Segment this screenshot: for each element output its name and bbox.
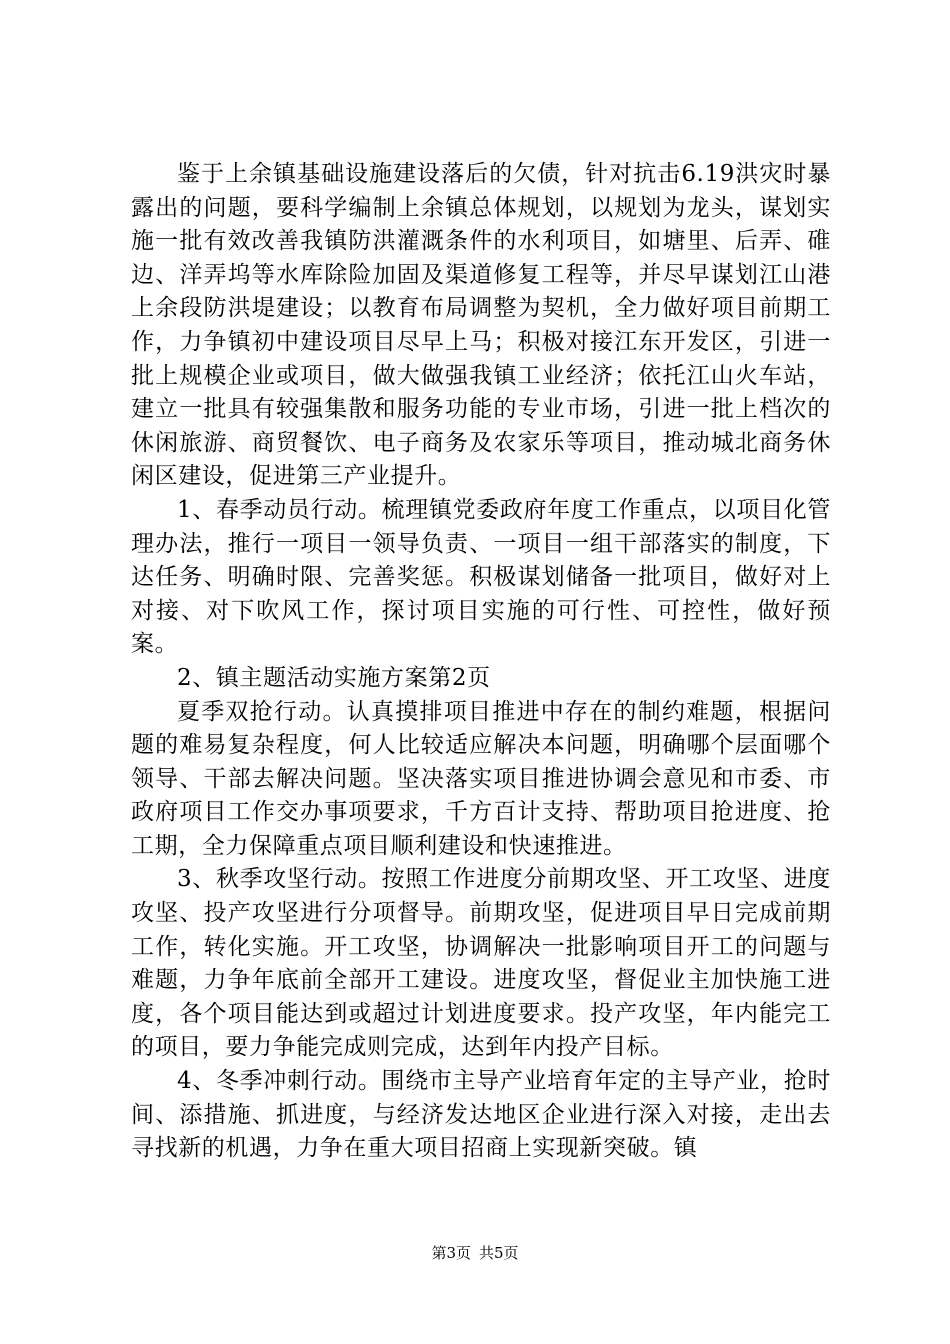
paragraph-winter-action: 4、冬季冲刺行动。围绕市主导产业培育年定的主导产业，抢时间、添措施、抓进度，与经济发达地区企业进行深入对接，走出去寻找新的机遇，力争在重大项目招商上实现新突破。镇 xyxy=(131,1068,831,1162)
paragraph-section-heading: 2、镇主题活动实施方案第2页 xyxy=(177,664,491,691)
page-total: 共5页 xyxy=(479,1244,519,1262)
document-body xyxy=(131,158,831,1166)
paragraph-autumn-action: 3、秋季攻坚行动。按照工作进度分前期攻坚、开工攻坚、进度攻坚、投产攻坚进行分项督导。前期攻坚，促进项目早日完成前期工作，转化实施。开工攻坚，协调解决一批影响项目开工的问题与难题，力争年底前全部开工建设。进度攻坚，督促业主加快施工进度，各个项目能达到或超过计划进度要求。投产攻坚，年内能完工的项目，要力争能完成则完成，达到年内投产目标。 xyxy=(131,866,831,1061)
page-footer xyxy=(0,1243,950,1263)
page-number: 第3页 xyxy=(431,1244,471,1262)
paragraph-summer-action: 夏季双抢行动。认真摸排项目推进中存在的制约难题，根据问题的难易复杂程度，何人比较适应解决本问题，明确哪个层面哪个领导、干部去解决问题。坚决落实项目推进协调会意见和市委、市政府项目工作交办事项要求，千方百计支持、帮助项目抢进度、抢工期，全力保障重点项目顺利建设和快速推进。 xyxy=(131,698,831,859)
paragraph-infrastructure-plan: 鉴于上余镇基础设施建设落后的欠债，针对抗击6.19洪灾时暴露出的问题，要科学编制上余镇总体规划，以规划为龙头，谋划实施一批有效改善我镇防洪灌溉条件的水利项目，如塘里、后弄、碓边、洋弄坞等水库除险加固及渠道修复工程等，并尽早谋划江山港上余段防洪堤建设；以教育布局调整为契机，全力做好项目前期工作，力争镇初中建设项目尽早上马；积极对接江东开发区，引进一批上规模企业或项目，做大做强我镇工业经济；依托江山火车站，建立一批具有较强集散和服务功能的专业市场，引进一批上档次的休闲旅游、商贸餐饮、电子商务及农家乐等项目，推动城北商务休闲区建设，促进第三产业提升。 xyxy=(131,161,831,490)
paragraph-spring-action: 1、春季动员行动。梳理镇党委政府年度工作重点，以项目化管理办法，推行一项目一领导负责、一项目一组干部落实的制度，下达任务、明确时限、完善奖惩。积极谋划储备一批项目，做好对上对接、对下吹风工作，探讨项目实施的可行性、可控性，做好预案。 xyxy=(131,496,831,658)
